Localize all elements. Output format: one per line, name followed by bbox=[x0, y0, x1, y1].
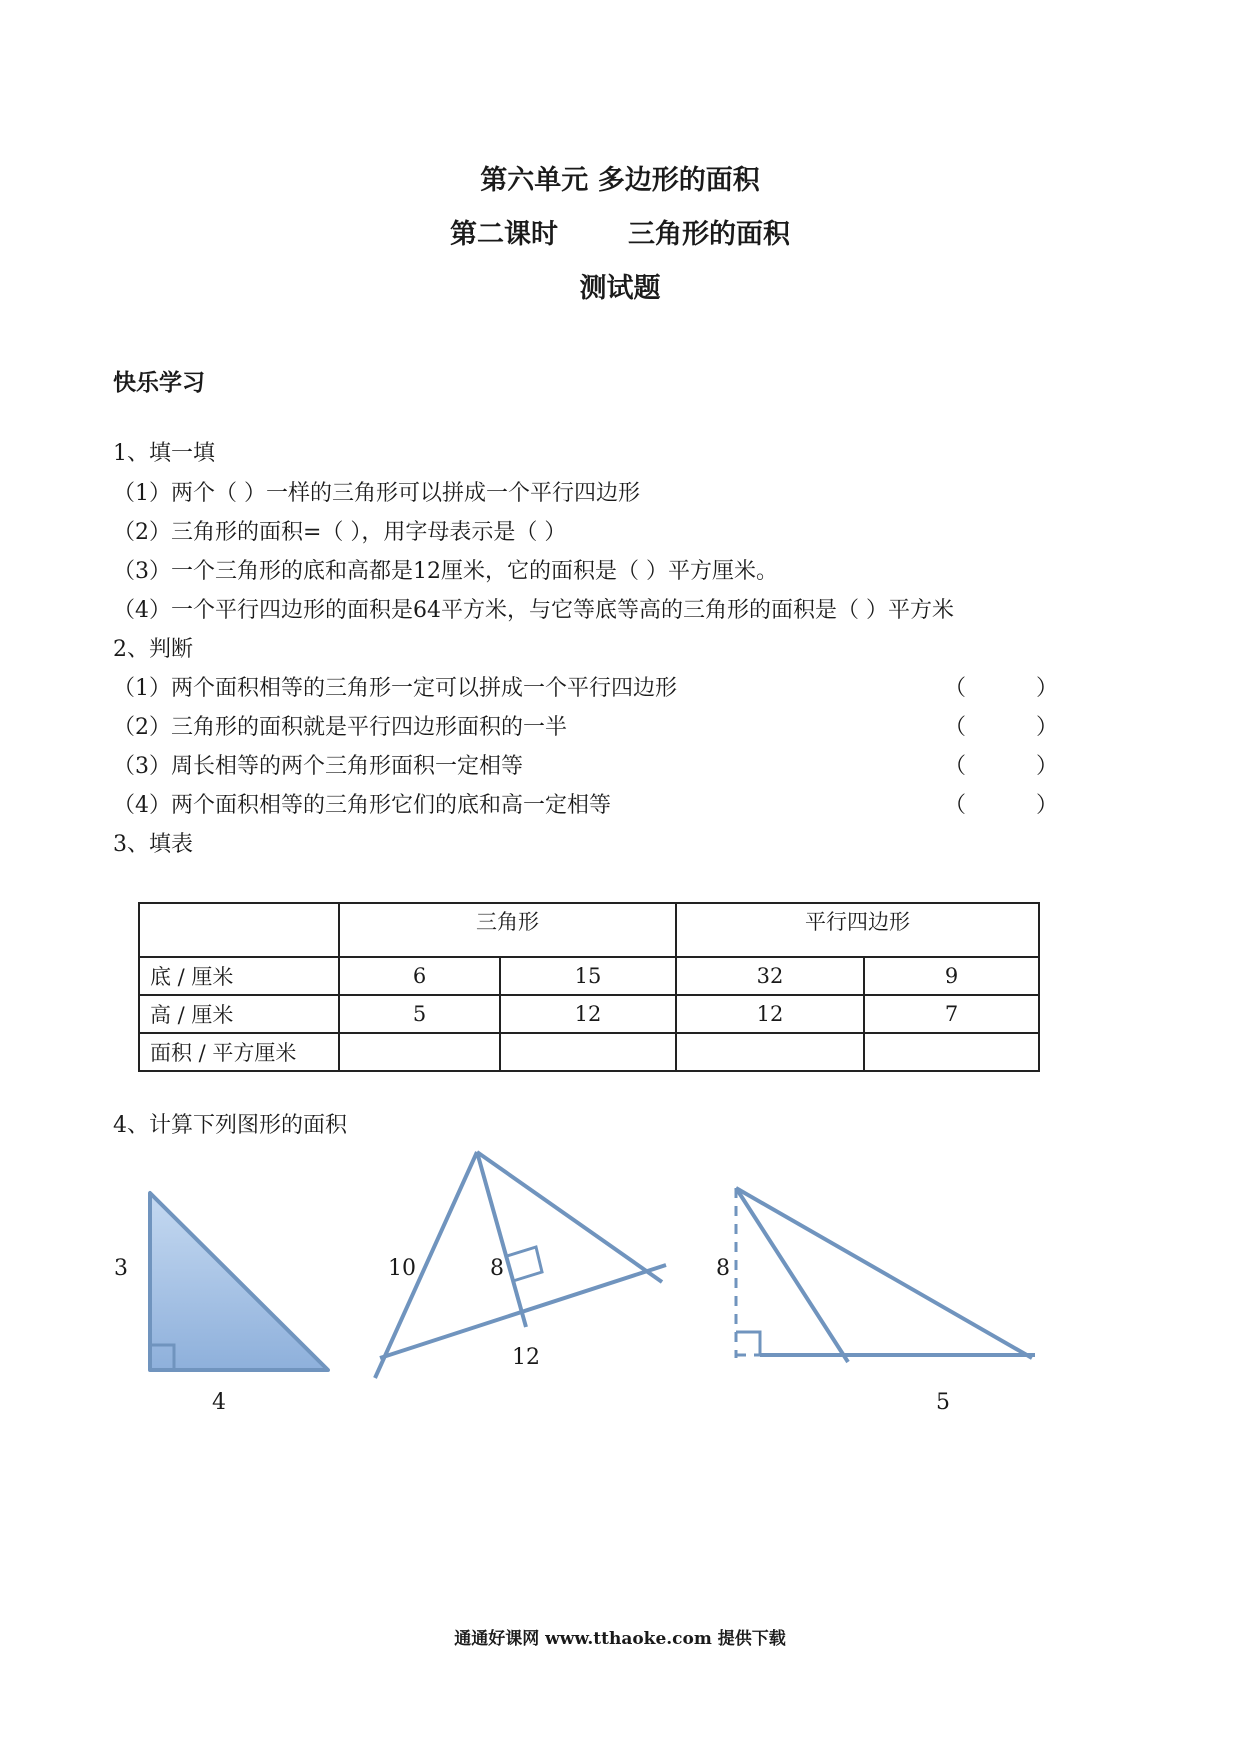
height-line bbox=[477, 1152, 526, 1327]
q2-answer-paren-open-4: （ bbox=[944, 793, 967, 818]
q2-answer-paren-open-3: （ bbox=[944, 754, 967, 779]
row-label-base: 底 / 厘米 bbox=[139, 957, 339, 995]
table-cell: 6 bbox=[339, 957, 500, 995]
q2-answer-paren-close-2: ） bbox=[1036, 715, 1059, 740]
q2-item-2: （2）三角形的面积就是平行四边形面积的一半 bbox=[113, 715, 567, 740]
q1-heading: 1、填一填 bbox=[113, 441, 215, 466]
table-cell: 12 bbox=[500, 995, 676, 1033]
fig2-base-label: 12 bbox=[512, 1345, 540, 1370]
triangle-side-right bbox=[736, 1188, 1032, 1358]
table-header-triangle: 三角形 bbox=[339, 903, 676, 957]
triangle-side-left bbox=[736, 1188, 848, 1362]
table-cell: 12 bbox=[676, 995, 864, 1033]
triangle-side-right bbox=[477, 1152, 662, 1282]
q2-answer-paren-close-4: ） bbox=[1036, 793, 1059, 818]
row-label-height: 高 / 厘米 bbox=[139, 995, 339, 1033]
q2-heading: 2、判断 bbox=[113, 637, 193, 662]
table-cell: 7 bbox=[864, 995, 1039, 1033]
fig3-height-label: 8 bbox=[716, 1256, 730, 1281]
q1-item-2: （2）三角形的面积=（ ），用字母表示是（ ） bbox=[113, 520, 567, 545]
test-title: 测试题 bbox=[579, 273, 661, 304]
q3-heading: 3、填表 bbox=[113, 832, 193, 857]
q2-answer-paren-open-2: （ bbox=[944, 715, 967, 740]
triangle-shape bbox=[150, 1193, 328, 1370]
page-title: 第六单元 多边形的面积 bbox=[480, 165, 760, 196]
figure-3-triangle bbox=[736, 1188, 1035, 1362]
table-cell: 5 bbox=[339, 995, 500, 1033]
fig3-base-label: 5 bbox=[936, 1390, 950, 1415]
table-cell: 9 bbox=[864, 957, 1039, 995]
lesson-number: 第二课时 bbox=[450, 219, 558, 250]
figure-1-right-triangle bbox=[150, 1193, 328, 1370]
fig1-height-label: 3 bbox=[114, 1256, 128, 1281]
q1-item-3: （3）一个三角形的底和高都是12厘米，它的面积是（ ）平方厘米。 bbox=[113, 559, 778, 584]
table-cell: 15 bbox=[500, 957, 676, 995]
q1-item-1: （1）两个（ ）一样的三角形可以拼成一个平行四边形 bbox=[113, 481, 640, 506]
fig2-height-label: 8 bbox=[490, 1256, 504, 1281]
q2-item-3: （3）周长相等的两个三角形面积一定相等 bbox=[113, 754, 523, 779]
q4-heading: 4、计算下列图形的面积 bbox=[113, 1113, 347, 1138]
table-cell: 32 bbox=[676, 957, 864, 995]
row-label-area: 面积 / 平方厘米 bbox=[139, 1033, 339, 1071]
q2-item-4: （4）两个面积相等的三角形它们的底和高一定相等 bbox=[113, 793, 611, 818]
fig2-side-label: 10 bbox=[388, 1256, 416, 1281]
right-angle-mark bbox=[736, 1332, 760, 1355]
q2-answer-paren-close-1: ） bbox=[1036, 676, 1059, 701]
q1-item-4: （4）一个平行四边形的面积是64平方米，与它等底等高的三角形的面积是（ ）平方米 bbox=[113, 598, 954, 623]
section-title: 快乐学习 bbox=[113, 370, 205, 396]
lesson-topic: 三角形的面积 bbox=[628, 219, 790, 250]
q2-item-1: （1）两个面积相等的三角形一定可以拼成一个平行四边形 bbox=[113, 676, 677, 701]
table-header-parallelogram: 平行四边形 bbox=[676, 903, 1039, 957]
q2-answer-paren-open-1: （ bbox=[944, 676, 967, 701]
fig1-base-label: 4 bbox=[212, 1390, 226, 1415]
q2-answer-paren-close-3: ） bbox=[1036, 754, 1059, 779]
footer-text: 通通好课网 www.tthaoke.com 提供下载 bbox=[454, 1629, 786, 1649]
